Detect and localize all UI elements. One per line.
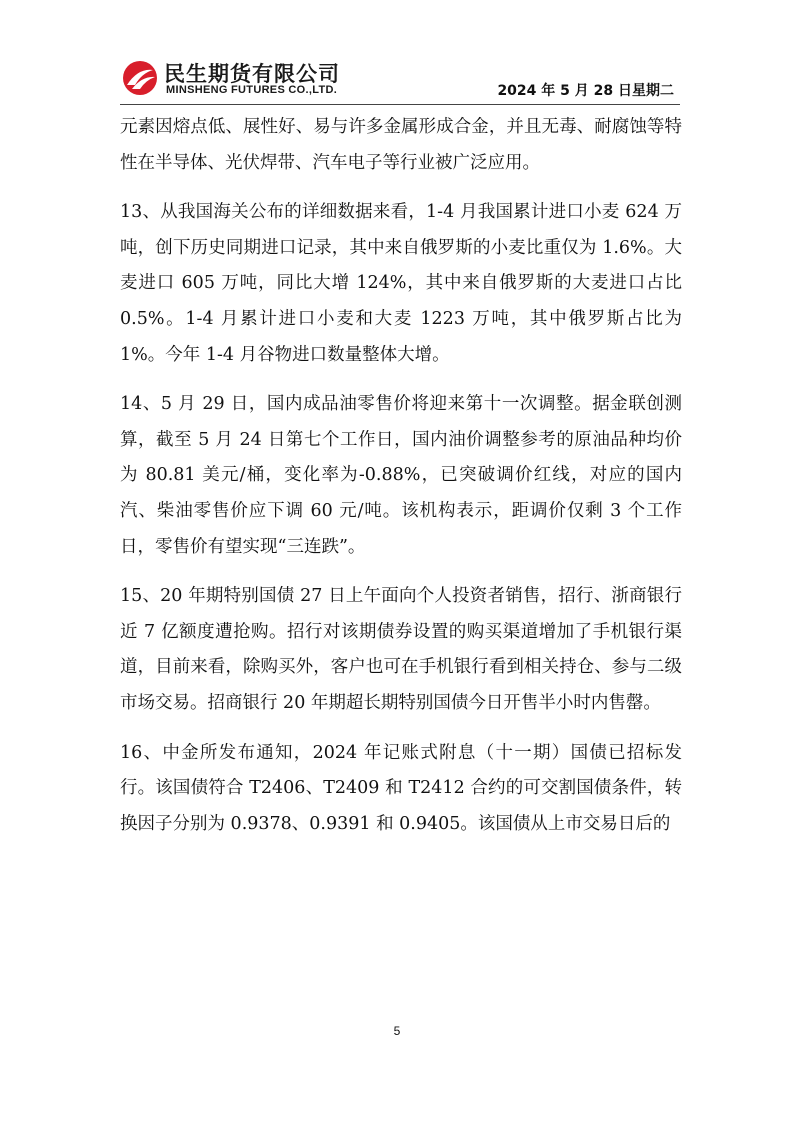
paragraph-item-16: 16、中金所发布通知，2024 年记账式附息（十一期）国债已招标发行。该国债符合 T2406、T2409 和 T2412 合约的可交割国债条件，转换因子分别为 0.9378、0.9391 和 0.9405。该国债从上市交易日后的 [120, 742, 682, 834]
report-date: 2024 年 5 月 28 日星期二 [497, 83, 674, 99]
paragraph-item-14: 14、5 月 29 日，国内成品油零售价将迎来第十一次调整。据金联创测算，截至 5 月 24 日第七个工作日，国内油价调整参考的原油品种均价为 80.81 美元/桶，变化率为-0.88%，已突破调价红线，对应的国内汽、柴油零售价应下调 60 元/吨。该机构表示，距调价仅剩 3 个工作日，零售价有望实现“三连跌”。 [120, 394, 682, 557]
paragraph-continuation: 元素因熔点低、展性好、易与许多金属形成合金，并且无毒、耐腐蚀等特性在半导体、光伏焊带、汽车电子等行业被广泛应用。 [120, 117, 682, 173]
header-divider [120, 104, 680, 105]
page-number: 5 [393, 1024, 401, 1038]
company-name-en: MINSHENG FUTURES CO.,LTD. [166, 84, 338, 96]
paragraph-item-13: 13、从我国海关公布的详细数据来看，1-4 月我国累计进口小麦 624 万吨，创下历史同期进口记录，其中来自俄罗斯的小麦比重仅为 1.6%。大麦进口 605 万吨，同比大增 124%，其中来自俄罗斯的大麦进口占比 0.5%。1-4 月累计进口小麦和大麦 1223 万吨，其中俄罗斯占比为 1%。今年 1-4 月谷物进口数量整体大增。 [120, 202, 682, 365]
company-name-cn: 民生期货有限公司 [164, 62, 340, 86]
paragraph-item-15: 15、20 年期特别国债 27 日上午面向个人投资者销售，招行、浙商银行近 7 亿额度遭抢购。招行对该期债券设置的购买渠道增加了手机银行渠道，目前来看，除购买外，客户也可在手机银行看到相关持仓、参与二级市场交易。招商银行 20 年期超长期特别国债今日开售半小时内售罄。 [120, 586, 682, 713]
page-header [120, 52, 680, 102]
minsheng-logo-icon [120, 58, 160, 98]
report-body [120, 110, 682, 842]
company-logo [120, 56, 380, 100]
